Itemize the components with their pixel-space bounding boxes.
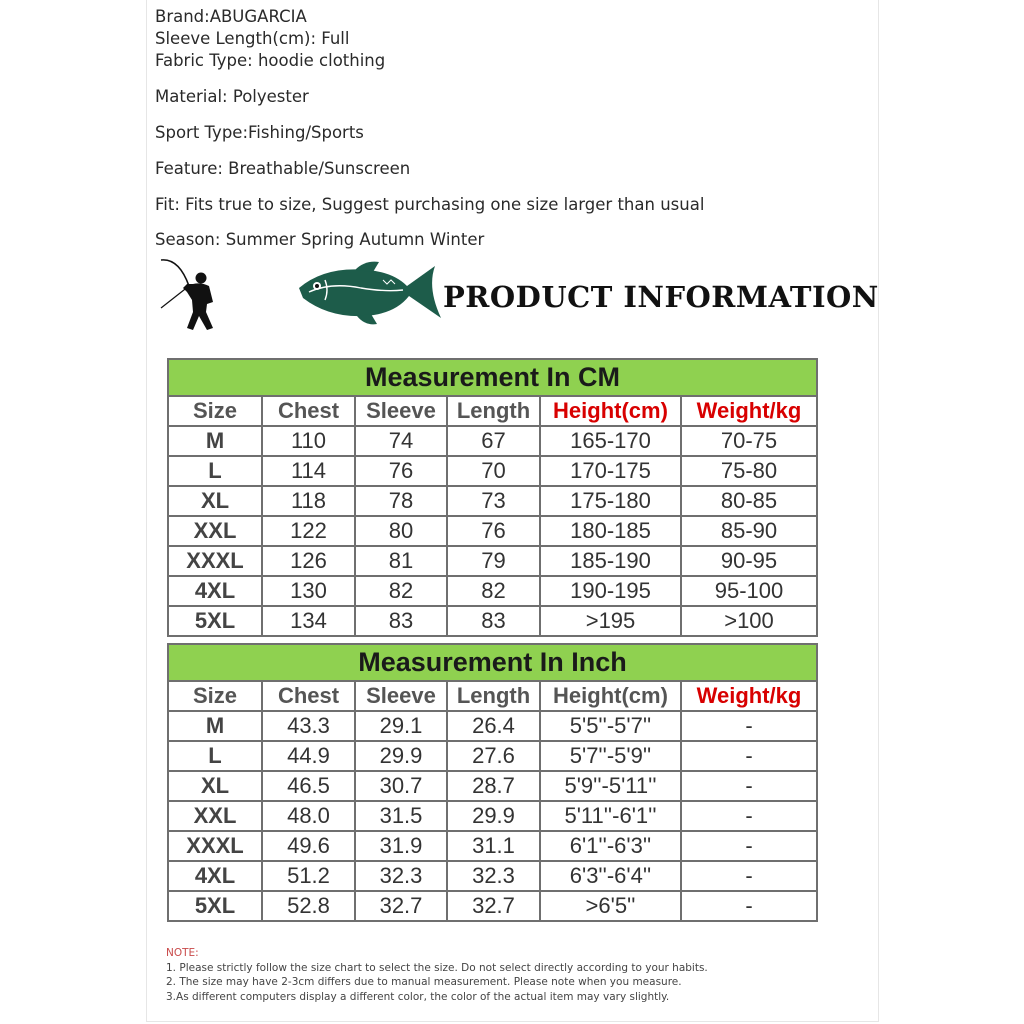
cell-weight: -: [681, 741, 817, 771]
cell-length: 67: [447, 426, 540, 456]
cell-chest: 51.2: [262, 861, 355, 891]
spec-season: Season: Summer Spring Autumn Winter: [155, 230, 485, 249]
cell-weight: 90-95: [681, 546, 817, 576]
spec-fit: Fit: Fits true to size, Suggest purchasing one size larger than usual: [155, 195, 705, 214]
cell-height: 5'5''-5'7'': [540, 711, 681, 741]
note-item: 1. Please strictly follow the size chart to select the size. Do not select directly according to your habits.: [166, 961, 708, 974]
cell-size: 4XL: [168, 861, 262, 891]
table-title-row: [168, 359, 817, 396]
header-length: Length: [447, 396, 540, 426]
cell-height: 170-175: [540, 456, 681, 486]
cell-length: 83: [447, 606, 540, 636]
cell-weight: >100: [681, 606, 817, 636]
cell-chest: 48.0: [262, 801, 355, 831]
cell-sleeve: 80: [355, 516, 447, 546]
header-sleeve: Sleeve: [355, 396, 447, 426]
table-row: [168, 861, 817, 891]
cell-height: 185-190: [540, 546, 681, 576]
cell-size: 5XL: [168, 606, 262, 636]
table-row: [168, 891, 817, 921]
cell-height: 6'3''-6'4'': [540, 861, 681, 891]
cell-size: XXL: [168, 801, 262, 831]
cell-sleeve: 30.7: [355, 771, 447, 801]
cell-length: 82: [447, 576, 540, 606]
cell-sleeve: 82: [355, 576, 447, 606]
cell-size: XL: [168, 486, 262, 516]
cell-size: XXL: [168, 516, 262, 546]
cell-size: L: [168, 456, 262, 486]
cell-weight: 85-90: [681, 516, 817, 546]
spec-brand: Brand:ABUGARCIA: [155, 7, 307, 26]
cell-length: 32.7: [447, 891, 540, 921]
spec-material: Material: Polyester: [155, 87, 309, 106]
header-length: Length: [447, 681, 540, 711]
header-height: Height(cm): [540, 396, 681, 426]
cell-chest: 118: [262, 486, 355, 516]
table-header-row: [168, 681, 817, 711]
cell-chest: 44.9: [262, 741, 355, 771]
table-row: [168, 741, 817, 771]
spec-fabric-type: Fabric Type: hoodie clothing: [155, 51, 386, 70]
cell-height: 165-170: [540, 426, 681, 456]
header-sleeve: Sleeve: [355, 681, 447, 711]
cell-size: XXXL: [168, 831, 262, 861]
cell-chest: 134: [262, 606, 355, 636]
cell-chest: 52.8: [262, 891, 355, 921]
header-size: Size: [168, 681, 262, 711]
table-row: [168, 576, 817, 606]
notes-section: [166, 946, 708, 1004]
cell-size: L: [168, 741, 262, 771]
cell-size: M: [168, 711, 262, 741]
notes-title: NOTE:: [166, 947, 199, 959]
table-header-row: [168, 396, 817, 426]
cell-sleeve: 76: [355, 456, 447, 486]
cell-chest: 46.5: [262, 771, 355, 801]
cell-height: >6'5'': [540, 891, 681, 921]
cell-length: 73: [447, 486, 540, 516]
cell-weight: 70-75: [681, 426, 817, 456]
cell-weight: -: [681, 831, 817, 861]
spec-feature: Feature: Breathable/Sunscreen: [155, 159, 411, 178]
header-weight: Weight/kg: [681, 681, 817, 711]
table-row: [168, 546, 817, 576]
cell-height: 5'9''-5'11'': [540, 771, 681, 801]
spec-sleeve-length: Sleeve Length(cm): Full: [155, 29, 350, 48]
product-information-title: PRODUCT INFORMATION: [443, 280, 879, 314]
cell-size: XXXL: [168, 546, 262, 576]
cell-length: 79: [447, 546, 540, 576]
cell-length: 31.1: [447, 831, 540, 861]
cell-sleeve: 78: [355, 486, 447, 516]
header-height: Height(cm): [540, 681, 681, 711]
cell-sleeve: 32.3: [355, 861, 447, 891]
cell-height: 175-180: [540, 486, 681, 516]
table-row: [168, 426, 817, 456]
cell-length: 29.9: [447, 801, 540, 831]
cell-sleeve: 29.9: [355, 741, 447, 771]
cell-sleeve: 32.7: [355, 891, 447, 921]
cell-length: 28.7: [447, 771, 540, 801]
tuna-fish-icon: [295, 258, 445, 328]
cell-sleeve: 29.1: [355, 711, 447, 741]
size-table-inch: [167, 643, 818, 922]
table-title: Measurement In CM: [168, 359, 817, 396]
note-item: 3.As different computers display a different color, the color of the actual item may vary slightly.: [166, 990, 670, 1003]
cell-size: M: [168, 426, 262, 456]
table-row: [168, 516, 817, 546]
cell-sleeve: 83: [355, 606, 447, 636]
cell-sleeve: 31.5: [355, 801, 447, 831]
cell-height: 180-185: [540, 516, 681, 546]
table-row: [168, 486, 817, 516]
cell-length: 70: [447, 456, 540, 486]
cell-weight: -: [681, 861, 817, 891]
cell-weight: 80-85: [681, 486, 817, 516]
cell-chest: 114: [262, 456, 355, 486]
cell-size: 4XL: [168, 576, 262, 606]
cell-length: 27.6: [447, 741, 540, 771]
cell-size: XL: [168, 771, 262, 801]
cell-sleeve: 81: [355, 546, 447, 576]
cell-chest: 126: [262, 546, 355, 576]
cell-weight: -: [681, 801, 817, 831]
header-size: Size: [168, 396, 262, 426]
cell-weight: 95-100: [681, 576, 817, 606]
size-table-cm: [167, 358, 818, 637]
header-chest: Chest: [262, 681, 355, 711]
cell-sleeve: 31.9: [355, 831, 447, 861]
table-row: [168, 711, 817, 741]
cell-height: 5'7''-5'9'': [540, 741, 681, 771]
cell-height: >195: [540, 606, 681, 636]
cell-weight: -: [681, 771, 817, 801]
cell-weight: 75-80: [681, 456, 817, 486]
cell-sleeve: 74: [355, 426, 447, 456]
table-title-row: [168, 644, 817, 681]
header-chest: Chest: [262, 396, 355, 426]
table-row: [168, 606, 817, 636]
table-row: [168, 801, 817, 831]
table-title: Measurement In Inch: [168, 644, 817, 681]
table-row: [168, 831, 817, 861]
cell-weight: -: [681, 711, 817, 741]
spec-sport-type: Sport Type:Fishing/Sports: [155, 123, 364, 142]
table-row: [168, 771, 817, 801]
cell-length: 76: [447, 516, 540, 546]
cell-chest: 43.3: [262, 711, 355, 741]
angler-silhouette-icon: [159, 256, 231, 332]
note-item: 2. The size may have 2-3cm differs due to manual measurement. Please note when you measure.: [166, 976, 682, 988]
cell-length: 26.4: [447, 711, 540, 741]
cell-height: 6'1''-6'3'': [540, 831, 681, 861]
cell-chest: 130: [262, 576, 355, 606]
cell-chest: 110: [262, 426, 355, 456]
cell-chest: 49.6: [262, 831, 355, 861]
cell-height: 190-195: [540, 576, 681, 606]
cell-size: 5XL: [168, 891, 262, 921]
cell-height: 5'11''-6'1'': [540, 801, 681, 831]
header-weight: Weight/kg: [681, 396, 817, 426]
cell-length: 32.3: [447, 861, 540, 891]
cell-chest: 122: [262, 516, 355, 546]
product-information-header: [155, 252, 879, 332]
table-row: [168, 456, 817, 486]
cell-weight: -: [681, 891, 817, 921]
